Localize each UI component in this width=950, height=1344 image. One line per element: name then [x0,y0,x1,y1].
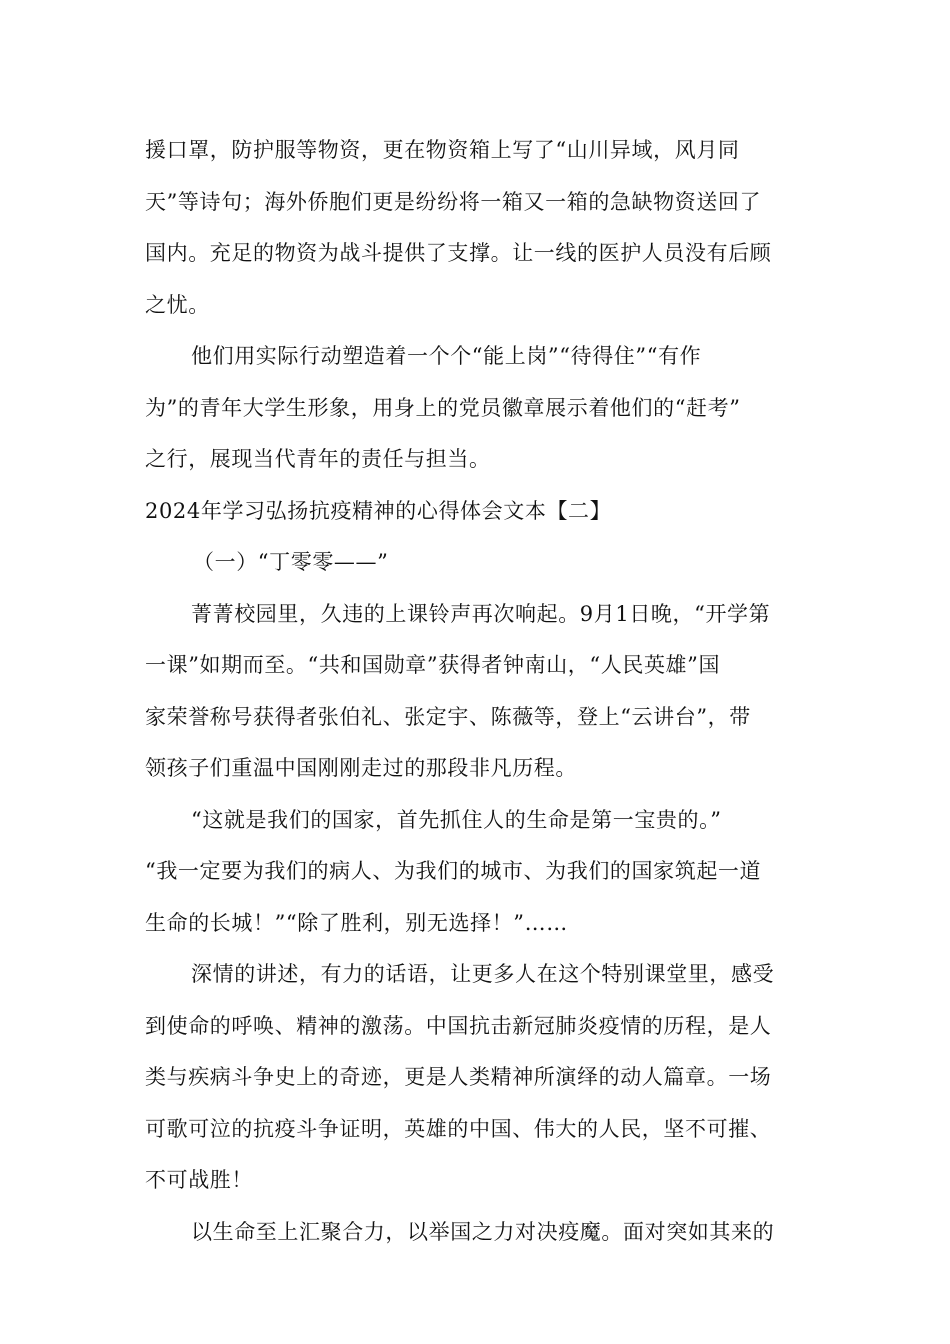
text-line: 之行，展现当代青年的责任与担当。 [145,447,491,471]
text-line: 之忧。 [145,292,210,317]
text-line: 他们用实际行动塑造着一个个“能上岗”“待得住”“有作 [191,344,702,368]
text-line: 一课”如期而至。“共和国勋章”获得者钟南山，“人民英雄”国 [145,653,721,677]
text-line: 天”等诗句；海外侨胞们更是纷纷将一箱又一箱的急缺物资送回了 [145,189,762,214]
text-line: 菁菁校园里，久违的上课铃声再次响起。9月1日晚，“开学第 [191,601,771,626]
text-line: 可歌可泣的抗疫斗争证明，英雄的中国、伟大的人民，坚不可摧、 [145,1116,772,1141]
text-line: 到使命的呼唤、精神的激荡。中国抗击新冠肺炎疫情的历程，是人 [145,1013,772,1038]
text-line: “我一定要为我们的病人、为我们的城市、为我们的国家筑起一道 [145,859,762,883]
text-line: “这就是我们的国家，首先抓住人的生命是第一宝贵的。” [191,807,722,832]
text-line: 生命的长城！”“除了胜利，别无选择！”…… [145,910,568,935]
subsection-title: （一）“丁零零——” [193,550,389,574]
text-line: 援口罩，防护服等物资，更在物资箱上写了“山川异域，风月同 [145,138,740,162]
text-line: 为”的青年大学生形象，用身上的党员徽章展示着他们的“赶考” [145,395,741,420]
text-line: 深情的讲述，有力的话语，让更多人在这个特别课堂里，感受 [191,962,775,986]
section-title: 2024年学习弘扬抗疫精神的心得体会文本【二】 [145,498,612,523]
text-line: 领孩子们重温中国刚刚走过的那段非凡历程。 [145,756,577,780]
document-body [145,125,810,1258]
text-line: 家荣誉称号获得者张伯礼、张定宇、陈薇等，登上“云讲台”，带 [145,704,751,729]
text-line: 类与疾病斗争史上的奇迹，更是人类精神所演绎的动人篇章。一场 [145,1065,772,1089]
text-line: 以生命至上汇聚合力，以举国之力对决疫魔。面对突如其来的 [191,1219,775,1244]
text-line: 国内。充足的物资为战斗提供了支撑。让一线的医护人员没有后顾 [145,241,772,265]
text-line: 不可战胜！ [145,1168,253,1192]
